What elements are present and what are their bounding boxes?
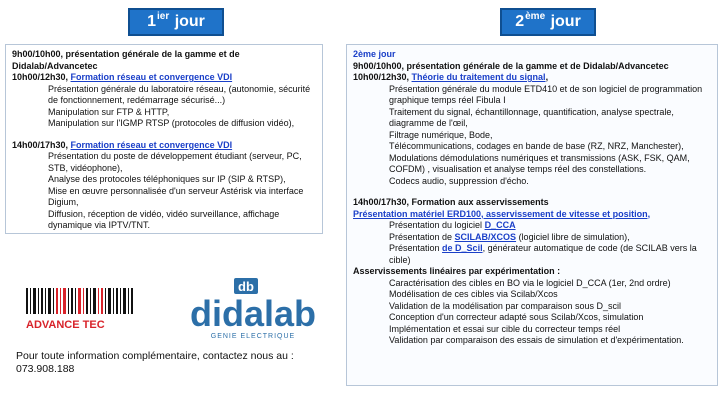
- day1-header-word: jour: [174, 13, 205, 30]
- equipment-link[interactable]: Présentation matériel ERD100, asservissement de vitesse et position,: [353, 208, 651, 219]
- day2-line: cible): [389, 254, 411, 265]
- day1-line: [12, 72, 316, 84]
- day2-line: [353, 220, 711, 232]
- day2-line: Modélisation de ces cibles via Scilab/Xcos: [389, 289, 558, 299]
- time-slot: 10h00/12h30,: [353, 72, 412, 82]
- day1-line: Manipulation sur FTP & HTTP,: [48, 106, 170, 117]
- day2-line: [353, 187, 711, 197]
- didalab-logo: [188, 278, 318, 344]
- didalab-wordmark: didalab: [189, 293, 317, 334]
- software-link[interactable]: D_CCA: [484, 220, 516, 230]
- contact-info: [16, 350, 336, 376]
- day2-line: Traitement du signal, échantillonnage, quantification, analyse spectrale,: [389, 106, 674, 117]
- day1-line: STB, vidéophone),: [48, 162, 123, 173]
- day2-line: [353, 232, 711, 244]
- day1-header-suffix: ier: [157, 10, 170, 22]
- training-link[interactable]: Théorie du traitement du signal: [411, 72, 546, 82]
- day2-program-panel: [346, 44, 718, 386]
- day2-line: diagramme de l'œil,: [389, 118, 468, 128]
- advancetec-logo: [22, 286, 142, 336]
- contact-text: Pour toute information complémentaire, contactez nous au :: [16, 350, 294, 362]
- training-link[interactable]: Formation réseau et convergence VDI: [70, 72, 233, 82]
- day2-line: Implémentation et essai sur cible du correcteur temps réel: [389, 323, 621, 334]
- day1-line: Diffusion, réception de vidéo, vidéo surveillance, affichage: [48, 208, 280, 219]
- training-link[interactable]: Formation réseau et convergence VDI: [70, 139, 233, 150]
- day2-line: Modulations démodulations numériques et transmissions (ASK, FSK, QAM,: [389, 152, 690, 163]
- day2-line: Asservissements linéaires par expérimentation :: [353, 266, 561, 276]
- day2-line: Validation par comparaison des essais de simulation et d'expérimentation.: [389, 335, 684, 345]
- day2-line: Filtrage numérique, Bode,: [389, 129, 493, 140]
- day1-line: [12, 130, 316, 140]
- day1-line: [12, 140, 316, 152]
- didalab-tagline: GENIE ELECTRIQUE: [210, 333, 296, 340]
- line-text: (logiciel libre de simulation),: [516, 231, 630, 242]
- day2-line: Présentation générale du module ETD410 et de son logiciel de programmation: [389, 83, 703, 94]
- software-link[interactable]: SCILAB/XCOS: [454, 231, 517, 242]
- day1-line: dynamique via IPTV/TNT.: [48, 220, 151, 230]
- line-text: Présentation de: [389, 231, 455, 242]
- day2-line: Conception d'un correcteur adapté sous Scilab/Xcos, simulation: [389, 312, 644, 322]
- punctuation: ,: [545, 72, 549, 82]
- day1-header: [128, 8, 224, 36]
- day1-line: Manipulation sur l'IGMP RTSP (protocoles de diffusion vidéo),: [48, 118, 295, 128]
- day2-header: [500, 8, 596, 36]
- advancetec-wordmark: ADVANCE TEC: [26, 319, 105, 331]
- day2-lines: [353, 61, 711, 347]
- didalab-monogram: db: [238, 279, 254, 294]
- day2-title: 2ème jour: [353, 49, 396, 59]
- day2-line: [353, 72, 711, 84]
- day2-line: 9h00/10h00, présentation générale de la gamme et de Didalab/Advancetec: [353, 60, 669, 71]
- line-text: , générateur automatique de code (de SCILAB vers la: [482, 243, 697, 253]
- day2-line: Télécommunications, codages en bande de base (RZ, NRZ, Manchester),: [389, 141, 684, 151]
- software-link[interactable]: de D_Scil: [442, 243, 483, 253]
- day1-header-number: 1: [147, 13, 156, 30]
- day2-line: Caractérisation des cibles en BO via le logiciel D_CCA (1er, 2nd ordre): [389, 277, 671, 288]
- day2-line: Codecs audio, suppression d'écho.: [389, 175, 529, 186]
- day1-program-panel: [5, 44, 323, 234]
- day1-line: de fonctionnement, redémarrage sécurisé...): [48, 95, 226, 105]
- barcode-graphic: [26, 288, 133, 314]
- time-slot: 14h00/17h30,: [12, 139, 71, 150]
- day1-line: 9h00/10h00, présentation générale de la gamme et de Didalab/Advancetec: [12, 49, 240, 71]
- day2-line: COFDM) , visualisation et analyse temps réel des constellations.: [389, 164, 647, 174]
- day2-line: graphique temps réel Fibula I: [389, 95, 506, 105]
- day2-line: Validation de la modélisation par comparaison sous D_scil: [389, 300, 621, 311]
- line-text: Présentation du logiciel: [389, 220, 485, 230]
- day2-header-suffix: ème: [525, 10, 546, 22]
- day2-header-word: jour: [550, 13, 581, 30]
- day1-line: Présentation du poste de développement étudiant (serveur, PC,: [48, 151, 302, 161]
- day1-line: Mise en œuvre personnalisée d'un serveur Astérisk via interface: [48, 185, 304, 196]
- contact-phone: 073.908.188: [16, 363, 75, 375]
- day2-line: [353, 243, 711, 255]
- day1-line: Digium,: [48, 197, 79, 207]
- time-slot: 10h00/12h30,: [12, 72, 71, 82]
- line-text: Présentation: [389, 243, 443, 253]
- day2-line: 14h00/17h30, Formation aux asservissements: [353, 197, 549, 207]
- day2-header-number: 2: [515, 13, 525, 30]
- day1-line: Présentation générale du laboratoire réseau, (autonomie, sécurité: [48, 83, 311, 94]
- day1-lines: [12, 49, 316, 232]
- day1-line: Analyse des protocoles téléphoniques sur IP (SIP & RTSP),: [48, 174, 286, 184]
